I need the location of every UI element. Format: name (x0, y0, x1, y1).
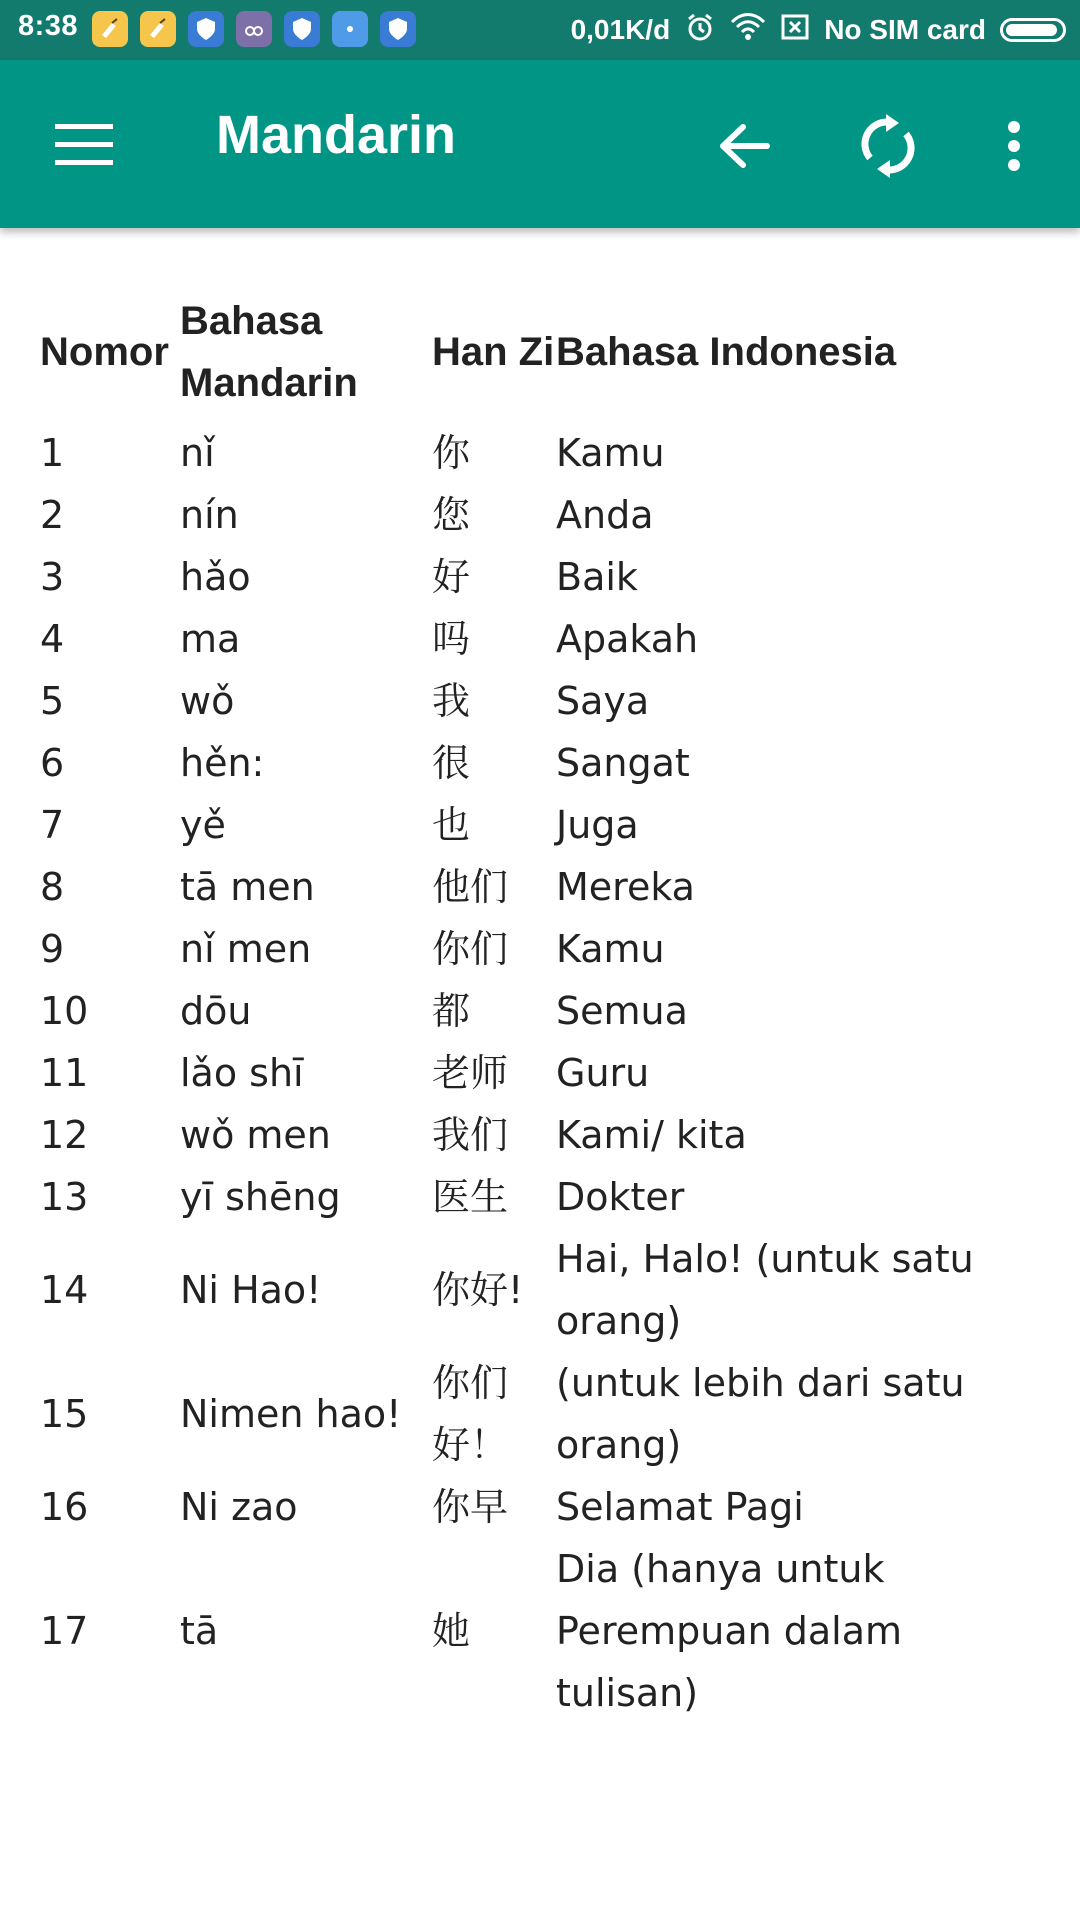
cell-number: 2 (40, 493, 65, 537)
table-row (40, 918, 976, 980)
table-row (40, 980, 976, 1042)
vocabulary-table (40, 290, 976, 1724)
battery-level (1006, 24, 1057, 36)
network-speed: 0,01K/d (570, 14, 671, 45)
cell-meaning: Guru (556, 1051, 650, 1095)
menu-icon (55, 124, 113, 166)
cell-pinyin: Ni Hao! (180, 1268, 322, 1312)
cell-number: 8 (40, 865, 65, 909)
table-row (40, 1476, 976, 1538)
cell-pinyin: nín (180, 493, 239, 537)
cell-pinyin: tā men (180, 865, 315, 909)
cell-meaning: Kami/ kita (556, 1113, 747, 1157)
cell-pinyin: yī shēng (180, 1175, 341, 1219)
app-bar (0, 60, 1080, 228)
table-row (40, 1352, 976, 1476)
no-sim-icon (780, 12, 810, 49)
arrow-back-icon (717, 122, 771, 170)
cell-hanzi: 吗 (432, 617, 471, 661)
cell-meaning: (untuk lebih dari satu orang) (556, 1361, 965, 1467)
cell-pinyin: nǐ men (180, 927, 312, 971)
header-number: Nomor (40, 330, 169, 374)
cell-number: 13 (40, 1175, 89, 1219)
cell-meaning: Sangat (556, 741, 690, 785)
cell-hanzi: 你早 (432, 1485, 509, 1529)
cell-meaning: Selamat Pagi (556, 1485, 804, 1529)
cell-number: 11 (40, 1051, 89, 1095)
wifi-icon (730, 12, 766, 49)
shield-icon (380, 11, 416, 47)
cell-pinyin: nǐ (180, 431, 215, 475)
cell-number: 17 (40, 1609, 89, 1653)
table-row (40, 422, 976, 484)
header-mandarin: Bahasa Mandarin (180, 299, 358, 405)
cell-number: 9 (40, 927, 65, 971)
table-row (40, 670, 976, 732)
cell-number: 4 (40, 617, 65, 661)
status-time: 8:38 (18, 10, 79, 42)
cell-meaning: Mereka (556, 865, 695, 909)
cell-meaning: Semua (556, 989, 688, 1033)
menu-button[interactable] (40, 110, 128, 180)
cell-hanzi: 很 (432, 741, 471, 785)
dot-icon (332, 11, 368, 47)
cell-pinyin: dōu (180, 989, 252, 1033)
more-options-button[interactable] (972, 104, 1056, 188)
cell-hanzi: 你 (432, 431, 471, 475)
page-title: Mandarin (216, 105, 457, 165)
cell-meaning: Anda (556, 493, 654, 537)
cell-number: 3 (40, 555, 65, 599)
table-row (40, 794, 976, 856)
cell-number: 6 (40, 741, 65, 785)
back-button[interactable] (702, 104, 786, 188)
cell-meaning: Apakah (556, 617, 699, 661)
cell-number: 12 (40, 1113, 89, 1157)
table-body (40, 422, 976, 1724)
shield-icon (284, 11, 320, 47)
battery-icon (1000, 18, 1066, 42)
alarm-icon (684, 11, 716, 50)
cell-meaning: Baik (556, 555, 638, 599)
cell-number: 1 (40, 431, 65, 475)
header-indonesian: Bahasa Indonesia (556, 330, 897, 374)
cell-pinyin: lǎo shī (180, 1051, 304, 1095)
table-header-row (40, 290, 976, 422)
table-row (40, 732, 976, 794)
cleaner-icon (140, 11, 176, 47)
status-bar (0, 0, 1080, 60)
cell-pinyin: wǒ (180, 679, 235, 723)
table-row (40, 1166, 976, 1228)
table-row (40, 1228, 976, 1352)
sim-status: No SIM card (824, 14, 986, 45)
cell-meaning: Hai, Halo! (untuk satu orang) (556, 1237, 974, 1343)
cell-number: 10 (40, 989, 89, 1033)
cell-pinyin: Ni zao (180, 1485, 298, 1529)
status-right (571, 0, 1066, 60)
cell-meaning: Dia (hanya untuk Perempuan dalam tulisan) (556, 1547, 903, 1715)
refresh-button[interactable] (846, 104, 930, 188)
cell-hanzi: 你们好！ (432, 1361, 509, 1467)
header-hanzi: Han Zi (432, 330, 555, 374)
vocabulary-content[interactable] (0, 228, 1080, 1920)
cell-number: 14 (40, 1268, 89, 1312)
table-row (40, 608, 976, 670)
vpn-icon (236, 11, 272, 47)
cell-hanzi: 也 (432, 803, 471, 847)
table-row (40, 484, 976, 546)
refresh-icon (861, 114, 915, 178)
notification-icons (92, 11, 416, 47)
table-row (40, 1538, 976, 1724)
cell-hanzi: 好 (432, 555, 471, 599)
cell-pinyin: tā (180, 1609, 219, 1653)
cell-meaning: Kamu (556, 431, 665, 475)
cell-hanzi: 他们 (432, 865, 509, 909)
cell-meaning: Dokter (556, 1175, 685, 1219)
cell-hanzi: 医生 (432, 1175, 509, 1219)
cell-pinyin: yě (180, 803, 226, 847)
cell-pinyin: hǎo (180, 555, 251, 599)
cell-pinyin: Nimen hao! (180, 1392, 402, 1436)
cell-hanzi: 我 (432, 679, 471, 723)
cell-hanzi: 老师 (432, 1051, 509, 1095)
cell-pinyin: hěn: (180, 741, 265, 785)
cell-hanzi: 我们 (432, 1113, 509, 1157)
cell-hanzi: 你好! (432, 1268, 524, 1312)
cell-pinyin: ma (180, 617, 241, 661)
cell-hanzi: 您 (432, 493, 471, 537)
cell-meaning: Saya (556, 679, 650, 723)
cell-number: 15 (40, 1392, 89, 1436)
cell-number: 5 (40, 679, 65, 723)
cleaner-icon (92, 11, 128, 47)
cell-hanzi: 都 (432, 989, 471, 1033)
table-row (40, 1104, 976, 1166)
table-row (40, 1042, 976, 1104)
table-row (40, 546, 976, 608)
cell-pinyin: wǒ men (180, 1113, 331, 1157)
table-row (40, 856, 976, 918)
cell-number: 7 (40, 803, 65, 847)
shield-icon (188, 11, 224, 47)
cell-hanzi: 你们 (432, 927, 509, 971)
more-vert-icon (1006, 120, 1022, 172)
cell-hanzi: 她 (432, 1609, 471, 1653)
cell-number: 16 (40, 1485, 89, 1529)
cell-meaning: Juga (556, 803, 639, 847)
cell-meaning: Kamu (556, 927, 665, 971)
